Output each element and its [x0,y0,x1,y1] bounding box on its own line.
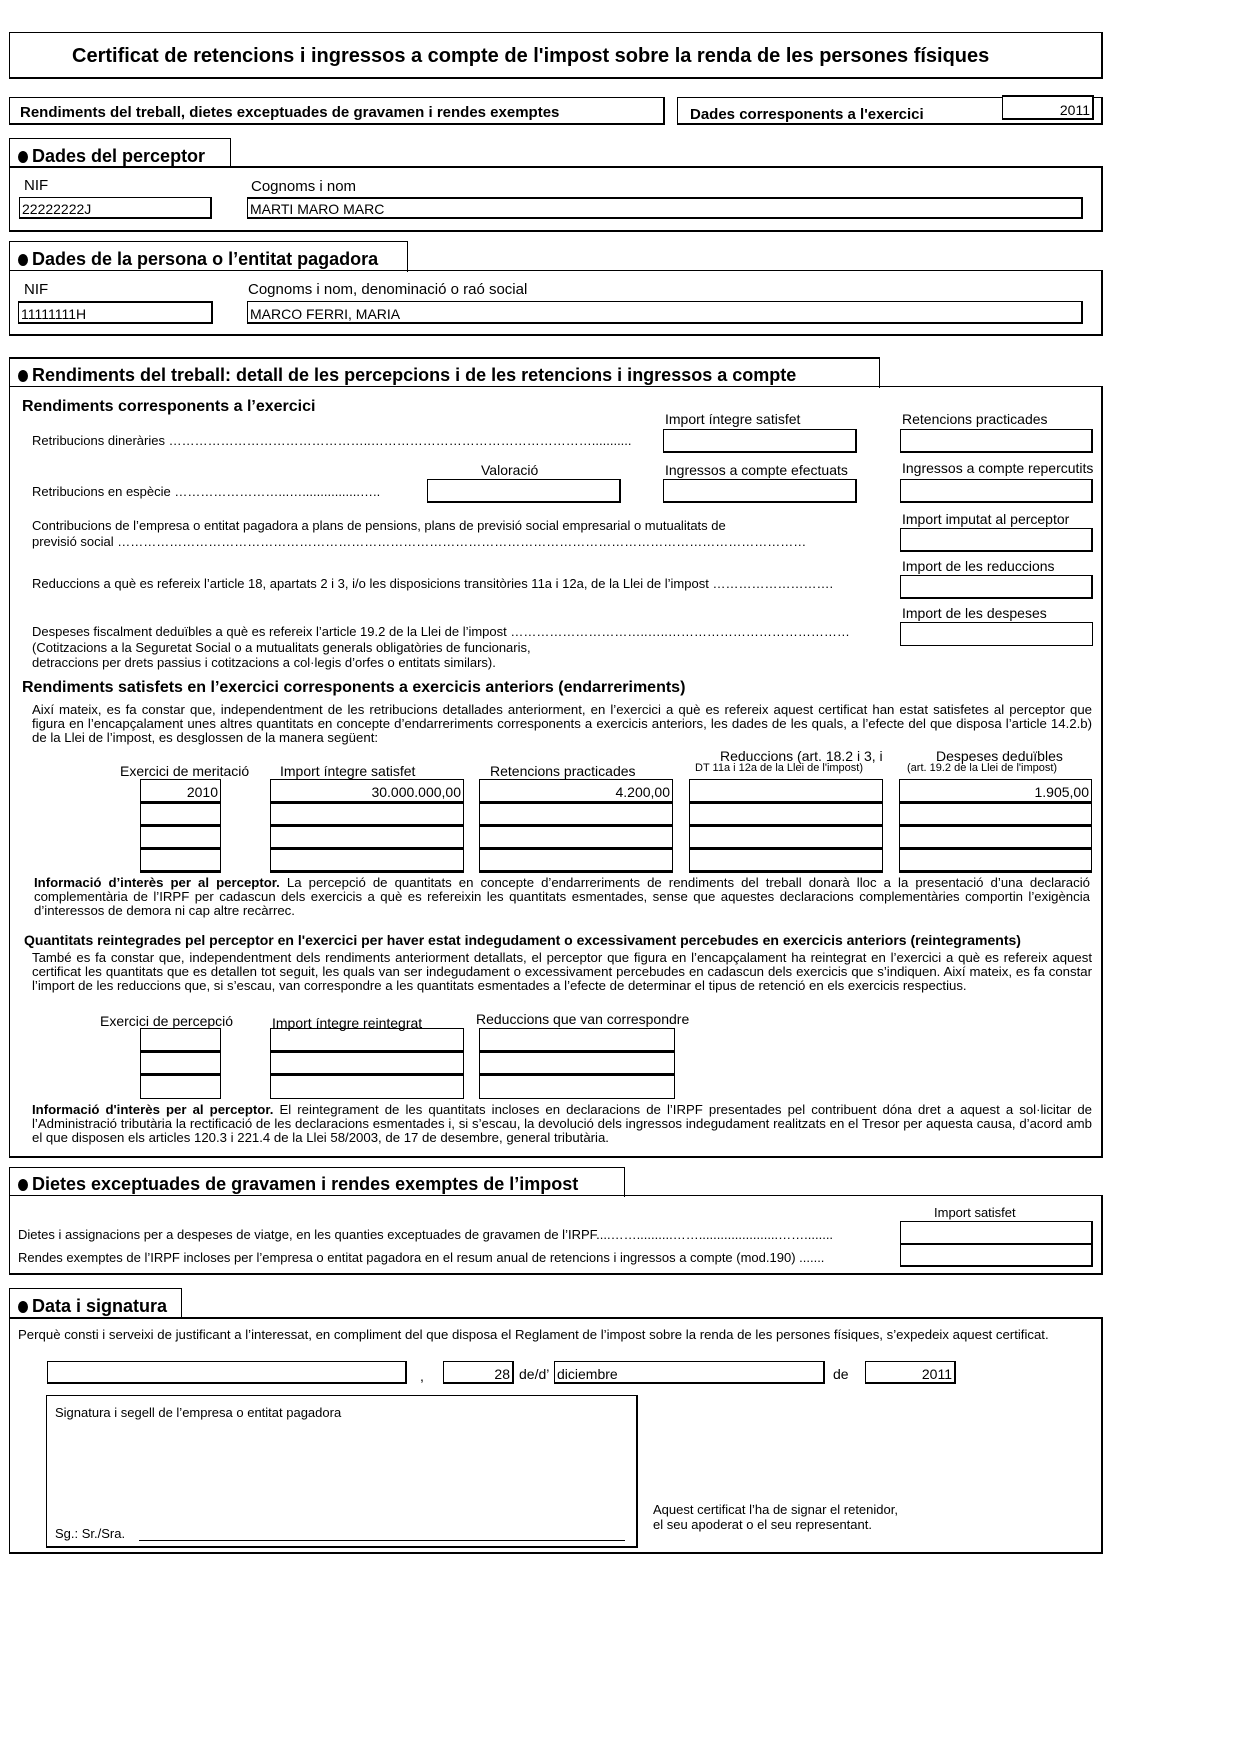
end-col-despeses-sub: (art. 19.2 de la Llei de l'impost) [907,762,1058,774]
section-tab-rendiments [9,357,880,388]
section-pagadora [9,270,1103,336]
reintegraments-heading: Quantitats reintegrades pel perceptor en l'exercici per haver estat indegudament o excessivament percebudes en exercicis anteriors (reintegraments) [24,932,1021,948]
end-col-retencions: Retencions practicades [490,763,636,779]
end-col-exercici: Exercici de meritació [120,763,250,779]
endarreriments-cell-reduccions[interactable] [689,779,883,804]
exercise-input[interactable] [1002,95,1094,120]
document-title: Certificat de retencions i ingressos a compte de l'impost sobre la renda de les persones físiques [72,45,990,67]
month-value: diciembre [557,1366,618,1382]
exercise-value: 2011 [1059,102,1090,118]
pagadora-nif-input[interactable] [18,301,213,324]
especie-efectuats-input[interactable] [663,479,857,503]
pagadora-nif-label: NIF [24,281,49,298]
endarreriments-col-retencions [479,779,673,874]
contrib-col-label: Import imputat al perceptor [902,511,1070,527]
de-d-label: de/d’ [519,1366,550,1382]
section-tab-signatura [9,1288,182,1319]
reduc-input[interactable] [900,575,1093,599]
endarreriments-cell-exercici-meritacio[interactable] [140,779,221,804]
pagadora-heading: Dades de la persona o l’entitat pagadora [32,249,379,269]
endarreriments-cell-reduccions[interactable] [689,825,883,850]
dietes-row2-label: Rendes exemptes de l’IRPF incloses per l’empresa o entitat pagadora en el resum anual de retencions i ingressos a compte (mod.190) ....... [18,1250,825,1265]
especie-repercutits-input[interactable] [900,479,1093,503]
reintegraments-info-text: El reintegrament de les quantitats incloses en declaracions de l’IRPF presentades pel contribuent dóna dret a aquest a sol·licitar de l’Administració tributària la rectificació de les declaracions esmentades i, si s’escau, la devolució dels ingressos indegudament realitzats en el Tresor per aquesta causa, d’acord amb el que disposen els articles 120.3 i 221.4 de la Llei 58/2003, de 17 de desembre, general tributària. [32,1102,1092,1145]
endarreriments-cell-despeses[interactable] [899,779,1092,804]
perceptor-nif-value: 22222222J [22,201,92,217]
signature-box-label: Signatura i segell de l’empresa o entitat pagadora [55,1405,342,1420]
col-ingressos-efectuats: Ingressos a compte efectuats [665,462,848,478]
section-signatura [9,1317,1103,1554]
reintegraments-info-bold: Informació d'interès per al perceptor. [32,1102,274,1117]
endarreriments-cell-import-integre[interactable] [270,825,464,850]
section-dietes [9,1195,1103,1275]
reintegraments-cell-reduccions[interactable] [479,1051,675,1076]
reintegraments-cell-import-reintegrat[interactable] [270,1028,464,1053]
pagadora-name-label: Cognoms i nom, denominació o raó social [248,281,528,298]
perceptor-nif-input[interactable] [19,197,212,219]
reduc-col-label: Import de les reduccions [902,558,1055,574]
section-rendiments [9,386,1103,1158]
dineraries-retencions-input[interactable] [900,429,1093,453]
cell-value: 1.905,00 [1034,784,1089,800]
perceptor-heading: Dades del perceptor [32,146,206,166]
endarreriments-col-despeses [899,779,1092,874]
bullet-icon [18,151,28,163]
dietes-col-label: Import satisfet [934,1205,1016,1220]
bullet-icon [18,1179,28,1191]
endarreriments-cell-import-integre[interactable] [270,802,464,827]
reintegraments-cell-reduccions[interactable] [479,1028,675,1053]
document-subtitle: Rendiments del treball, dietes exceptuades de gravamen i rendes exemptes [20,104,560,121]
end-col-reduccions-sub: DT 11a i 12a de la Llei de l'impost) [695,762,864,774]
despeses-text-line2: (Cotitzacions a la Seguretat Social o a mutualitats generals obligatòries de funcionaris, [32,640,531,655]
signature-note-line1: Aquest certificat l’ha de signar el retenidor, [653,1502,898,1517]
signature-box[interactable] [46,1395,638,1548]
endarreriments-info-bold: Informació d’interès per al perceptor. [34,875,280,890]
endarreriments-cell-retencions[interactable] [479,825,673,850]
endarreriments-intro: Així mateix, es fa constar que, independentment de les retribucions detallades anteriorment, en l’exercici a què es refereix aquest certificat han estat satisfetes al perceptor que figura en l’encapçalament unes altres quantitats en concepte d’endarreriments corresponents a exercicis anteriors, les dades de les quals, a l’efecte del que disposa l’article 14.2.b) de la Llei de l’impost, es desglossen de la manera següent: [32,702,1092,745]
endarreriments-cell-despeses[interactable] [899,848,1092,873]
month-input[interactable] [554,1361,825,1384]
section-tab-dietes [9,1167,625,1197]
place-input[interactable] [47,1361,407,1384]
perceptor-name-input[interactable] [247,197,1083,219]
subtitle-box [9,97,665,125]
reduc-text: Reduccions a què es refereix l’article 18, apartats 2 i 3, i/o les disposicions transitòries 11a i 12a, de la Llei de l’impost ………………………. [32,576,834,591]
reintegraments-cell-exercici-percepcio[interactable] [140,1074,221,1099]
endarreriments-cell-retencions[interactable] [479,779,673,804]
pagadora-name-value: MARCO FERRI, MARIA [250,306,401,322]
despeses-input[interactable] [900,622,1093,646]
endarreriments-col-exercici-meritacio [140,779,221,874]
signer-label: Sg.: Sr./Sra. [55,1526,126,1541]
reintegraments-col-import-reintegrat [270,1028,464,1100]
endarreriments-cell-despeses[interactable] [899,825,1092,850]
dietes-row1-label: Dietes i assignacions per a despeses de viatge, en les quanties exceptuades de gravamen de l’IRPF....……..........……......................……........ [18,1227,834,1242]
end-col-import: Import íntegre satisfet [280,763,416,779]
reintegraments-cell-import-reintegrat[interactable] [270,1051,464,1076]
section-perceptor [9,166,1103,232]
contrib-text-line1: Contribucions de l’empresa o entitat pagadora a plans de pensions, plans de previsió social empresarial o mutualitats de [32,518,726,533]
cell-value: 30.000.000,00 [371,784,461,800]
year-input[interactable] [865,1361,956,1384]
row-especie-label: Retribucions en espècie ……………………...…................….. [32,484,381,499]
section-tab-pagadora [9,241,408,272]
contrib-text-line2: previsió social …………………………………………………………………………………………………………………………………………… [32,534,807,549]
endarreriments-info [34,876,1090,918]
row-dineraries-label: Retribucions dineràries ………………………………………..……………………………………………........... [32,433,632,448]
dietes-heading: Dietes exceptuades de gravamen i rendes exemptes de l’impost [32,1174,579,1194]
year-value: 2011 [921,1366,952,1382]
endarreriments-cell-import-integre[interactable] [270,779,464,804]
endarreriments-info-text: La percepció de quantitats en concepte d’endarreriments de rendiments del treball donarà lloc a la presentació d’una declaració complementària de l’IRPF per cadascun dels exercicis a què es refereixin les quantitats esmentades, sense que aquestes declaracions complementàries comportin l’exigència d’interessos de demora ni cap altre recàrrec. [34,875,1090,918]
despeses-text-line3: detraccions per drets passius i cotitzacions a col·legis d’orfes o entitats similars). [32,655,496,670]
rendiments-heading: Rendiments del treball: detall de les percepcions i de les retencions i ingressos a compte [32,365,797,385]
reintegraments-cell-exercici-percepcio[interactable] [140,1028,221,1053]
perceptor-name-label: Cognoms i nom [251,178,357,195]
dineraries-import-input[interactable] [663,429,857,453]
reint-col-exercici: Exercici de percepció [100,1013,234,1029]
reintegraments-cell-reduccions[interactable] [479,1074,675,1099]
pagadora-name-input[interactable] [247,301,1083,324]
day-input[interactable] [443,1361,514,1384]
endarreriments-cell-reduccions[interactable] [689,802,883,827]
col-valoracio: Valoració [481,462,539,478]
signatura-text: Perquè consti i serveixi de justificant a l’interessat, en compliment del que disposa el Reglament de l’impost sobre la renda de les persones físiques, s’expedeix aquest certificat. [18,1327,1049,1342]
endarreriments-col-import-integre [270,779,464,874]
exercise-label: Dades corresponents a l'exercici [690,106,924,123]
document-title-box [9,32,1103,79]
endarreriments-col-reduccions [689,779,883,874]
section-tab-perceptor [9,138,231,168]
especie-valoracio-input[interactable] [427,479,621,503]
endarreriments-cell-retencions[interactable] [479,848,673,873]
endarreriments-cell-exercici-meritacio[interactable] [140,848,221,873]
bullet-icon [18,1301,28,1313]
reint-col-reduccions: Reduccions que van correspondre [476,1011,690,1027]
endarreriments-cell-import-integre[interactable] [270,848,464,873]
reintegraments-col-exercici-percepcio [140,1028,221,1100]
signature-note-line2: el seu apoderat o el seu representant. [653,1517,872,1532]
perceptor-nif-label: NIF [24,177,49,194]
endarreriments-cell-exercici-meritacio[interactable] [140,825,221,850]
cell-value: 2010 [186,784,218,800]
reintegraments-col-reduccions [479,1028,675,1100]
col-retencions: Retencions practicades [902,411,1048,427]
day-value: 28 [494,1366,510,1382]
de-label: de [833,1366,849,1382]
dietes-row1-input[interactable] [900,1221,1093,1246]
col-ingressos-repercutits: Ingressos a compte repercutits [902,460,1094,476]
bullet-icon [18,254,28,266]
reintegraments-cell-import-reintegrat[interactable] [270,1074,464,1099]
endarreriments-cell-retencions[interactable] [479,802,673,827]
contrib-input[interactable] [900,528,1093,552]
bullet-icon [18,370,28,382]
despeses-text-line1: Despeses fiscalment deduïbles a què es refereix l’article 19.2 de la Llei de l’impost …………………………..…..…………………………………… [32,624,850,639]
despeses-col-label: Import de les despeses [902,605,1047,621]
rendiments-subheading: Rendiments corresponents a l’exercici [22,398,316,415]
endarreriments-cell-despeses[interactable] [899,802,1092,827]
end-col-despeses: Despeses deduïbles [936,748,1063,764]
reint-col-import: Import íntegre reintegrat [272,1015,423,1031]
pagadora-nif-value: 11111111H [21,306,87,322]
endarreriments-cell-exercici-meritacio[interactable] [140,802,221,827]
endarreriments-heading: Rendiments satisfets en l’exercici corresponents a exercicis anteriors (endarreriments) [22,679,686,696]
signer-name-line[interactable] [139,1540,625,1541]
end-col-reduccions: Reduccions (art. 18.2 i 3, i [720,748,883,764]
reintegraments-intro: També es fa constar que, independentment dels rendiments anteriorment detallats, el perceptor que figura en l’encapçalament ha reintegrat en l’exercici a què es refereix aquest certificat les quantitats que es detallen tot seguit, les quals van ser indegudament o excessivament percebudes en cadascun dels exercicis que s’indiquen. Així mateix, es fa constar l’import de les reduccions que, si s’escau, van correspondre a les quantitats esmentades a l’efecte de determinar el tipus de retenció en els exercicis respectius. [32,950,1092,993]
cell-value: 4.200,00 [615,784,670,800]
reintegraments-cell-exercici-percepcio[interactable] [140,1051,221,1076]
reintegraments-info [32,1103,1092,1145]
dietes-row2-input[interactable] [900,1244,1093,1267]
exercise-box [677,97,1103,125]
perceptor-name-value: MARTI MARO MARC [250,201,385,217]
signatura-heading: Data i signatura [32,1296,168,1316]
date-comma: , [420,1368,424,1384]
col-import-integre: Import íntegre satisfet [665,411,801,427]
endarreriments-cell-reduccions[interactable] [689,848,883,873]
